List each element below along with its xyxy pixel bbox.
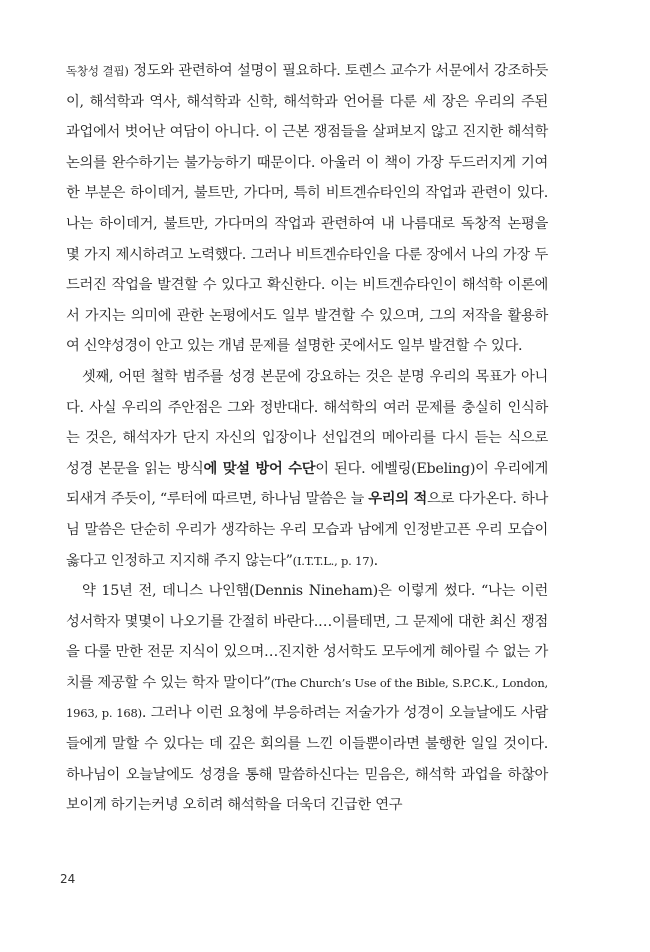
paragraph-2-emphasis-enemy: 우리의 적	[368, 491, 428, 508]
paragraph-2-text-c: 으로 다가온다. 하나님 말씀은 단순히 우리가 생각하는 우리 모습과 남에게 인정받고픈 우리 모습이 옳다고 인정하고 지지해 주지 않는다”	[66, 491, 548, 569]
paragraph-1-text: 정도와 관련하여 설명이 필요하다. 토렌스 교수가 서문에서 강조하듯이, 해석학과 역사, 해석학과 신학, 해석학과 언어를 다룬 세 장은 우리의 주된 과업에서 벗어난 여담이 아니다. 이 근본 쟁점들을 살펴보지 않고 진지한 해석학 논의를 완수하기는 불가능하기 때문이다. 아울러 이 책이 가장 두드러지게 기여한 부분은 하이데거, 불트만, 가다머, 특히 비트겐슈타인의 작업과 관련이 있다. 나는 하이데거, 불트만, 가다머의 작업과 관련하여 내 나름대로 독창적 논평을 몇 가지 제시하려고 노력했다. 그러나 비트겐슈타인을 다룬 장에서 나의 가장 두드러진 작업을 발견할 수 있다고 확신한다. 이는 비트겐슈타인이 해석학 이론에서 가지는 의미에 관한 논평에서도 일부 발견할 수 있으며, 그의 저작을 활용하여 신약성경이 안고 있는 개념 문제를 설명한 곳에서도 일부 발견할 수 있다.	[66, 63, 548, 355]
paragraph-1-lead-fragment: 독창성 결핍)	[66, 64, 129, 78]
paragraph-2-text-a: 셋째, 어떤 철학 범주를 성경 본문에 강요하는 것은 분명 우리의 목표가 아니다. 사실 우리의 주안점은 그와 정반대다. 해석학의 여러 문제를 충실히 인식하는 것은, 해석자가 단지 자신의 입장이나 선입견의 메아리를 다시 듣는 식으로 성경 본문을 읽는 방식	[66, 368, 548, 477]
paragraph-2-text-b: 이 된다. 에벨링(Ebeling)이 우리에게 되새겨 주듯이, “루터에 따르면, 하나님 말씀은 늘	[66, 460, 549, 508]
paragraph-2	[66, 362, 548, 576]
page-number: 24	[60, 872, 76, 886]
paragraph-2-citation: (I.T.T.L., p. 17)	[292, 553, 374, 568]
paragraph-2-emphasis-defense: 에 맞설 방어 수단	[203, 460, 316, 477]
paragraph-2-end: .	[373, 552, 378, 569]
paragraph-3-text-b: . 그러나 이런 요청에 부응하려는 저술가가 성경이 오늘날에도 사람들에게 말할 수 있다는 데 깊은 회의를 느낀 이들뿐이라면 불행한 일일 것이다. 하나님이 오늘날에도 성경을 통해 말씀하신다는 믿음은, 해석학 과업을 하찮아 보이게 하기는커녕 오히려 해석학을 더욱더 긴급한 연구	[66, 705, 548, 814]
paragraph-1	[66, 56, 548, 362]
paragraph-3-citation: (The Church’s Use of the Bible, S.P.C.K., London, 1963, p. 168)	[66, 675, 548, 721]
paragraph-3-text-a: 약 15년 전, 데니스 나인햄(Dennis Nineham)은 이렇게 썼다. “나는 이런 성서학자 몇몇이 나오기를 간절히 바란다.…이를테면, 그 문제에 대한 최신 쟁점을 다룰 만한 전문 지식이 있으며…진지한 성서학도 모두에게 헤아릴 수 없는 가치를 제공할 수 있는 학자 말이다”	[66, 583, 548, 691]
body-text	[66, 56, 548, 821]
paragraph-3	[66, 576, 548, 821]
